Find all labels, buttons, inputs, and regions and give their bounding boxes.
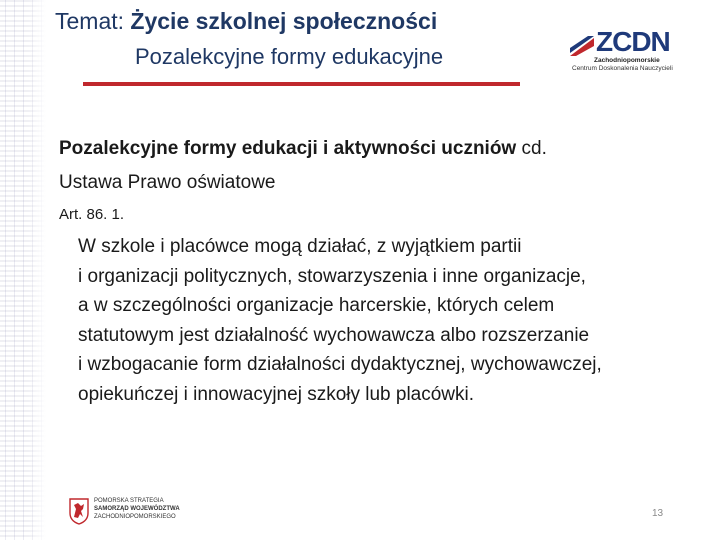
page-number: 13 <box>652 508 664 519</box>
logo-line2: Centrum Doskonalenia Nauczycieli <box>572 65 673 72</box>
quote-line: opiekuńczej i innowacyjnej szkoły lub placówki. <box>78 383 475 405</box>
zcdn-flag-icon <box>570 36 594 56</box>
footer-logo-line3: ZACHODNIOPOMORSKIEGO <box>94 514 176 520</box>
quote-line: W szkole i placówce mogą działać, z wyjątkiem partii <box>78 236 522 257</box>
quote-line: i wzbogacanie form działalności dydaktycznej, wychowawczej, <box>78 354 602 375</box>
footer-logo-line1: POMORSKA STRATEGIA <box>94 498 164 504</box>
quote-line: i organizacji politycznych, stowarzyszenia i inne organizacje, <box>78 265 586 287</box>
slide-title <box>55 8 437 35</box>
quote-line: a w szczególności organizacje harcerskie, których celem <box>78 295 555 316</box>
logo-line1: Zachodniopomorskie <box>594 57 660 64</box>
footer-logo <box>68 495 188 529</box>
law-name: Ustawa Prawo oświatowe <box>59 172 276 193</box>
heading-rest: cd. <box>516 138 547 159</box>
decorative-margin-strip <box>0 0 46 540</box>
zcdn-logo <box>570 28 682 74</box>
logo-name: ZCDN <box>596 26 670 57</box>
title-prefix: Temat: <box>55 8 131 34</box>
slide-subtitle: Pozalekcyjne formy edukacyjne <box>135 44 444 69</box>
content-heading <box>59 138 547 160</box>
footer-logo-line2: SAMORZĄD WOJEWÓDZTWA <box>94 506 180 512</box>
heading-bold: Pozalekcyjne formy edukacji i aktywności uczniów <box>59 138 517 159</box>
law-quote <box>78 232 698 409</box>
article-number: Art. 86. 1. <box>59 206 125 223</box>
griffin-crest-icon <box>68 497 90 525</box>
title-underline <box>83 82 520 86</box>
quote-line: statutowym jest działalność wychowawcza albo rozszerzanie <box>78 324 590 346</box>
title-topic: Życie szkolnej społeczności <box>130 8 438 34</box>
